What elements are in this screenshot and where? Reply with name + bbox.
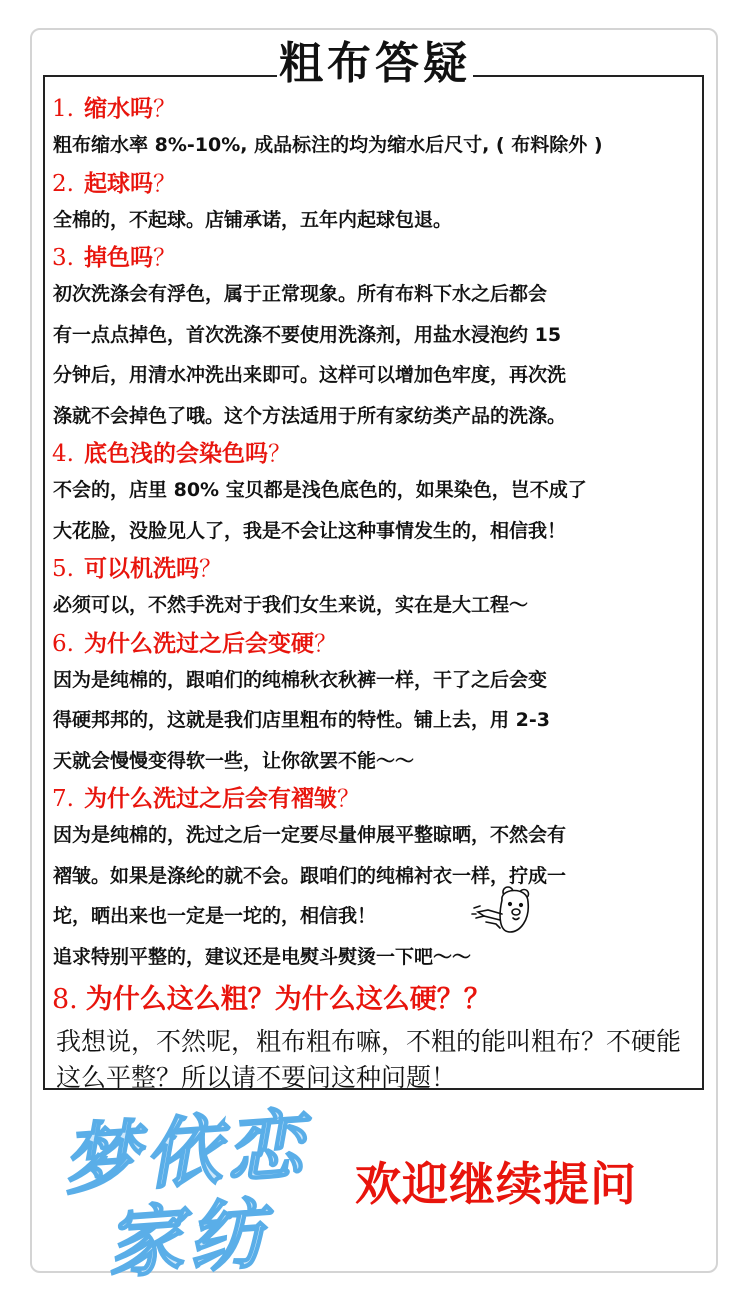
title-rule-right <box>473 75 704 77</box>
faq-question <box>52 552 702 586</box>
faq-answer-line: 全棉的，不起球。店铺承诺，五年内起球包退。 <box>53 208 453 231</box>
faq-question-mark: ？ <box>152 96 176 122</box>
faq-answer-line: 褶皱。如果是涤纶的就不会。跟咱们的纯棉衬衣一样，拧成一 <box>53 864 567 887</box>
faq-question-mark: ？ <box>336 786 360 812</box>
title-rule-left <box>43 75 277 77</box>
faq-question-mark: ？ <box>267 441 291 467</box>
faq-question <box>52 782 702 816</box>
welcome-banner: 欢迎继续提问 <box>355 1157 637 1211</box>
brand-line-1: 梦依恋 <box>59 1099 312 1206</box>
faq-question-mark: ？ <box>152 170 176 197</box>
faq-question-text: 可以机洗吗 <box>83 556 199 582</box>
faq-answer-line: 因为是纯棉的，跟咱们的纯棉秋衣秋裤一样，干了之后会变 <box>53 668 548 691</box>
faq-question-text: 为什么洗过之后会有褶皱 <box>83 786 337 812</box>
bear-pointing-icon <box>470 880 532 936</box>
faq-question-text: 起球吗 <box>83 170 153 197</box>
faq-question-mark: ？ <box>152 245 176 271</box>
faq-answer-line: 因为是纯棉的，洗过之后一定要尽量伸展平整晾晒，不然会有 <box>53 824 567 846</box>
faq-question-text: 底色浅的会染色吗 <box>83 441 268 467</box>
faq-answer-line: 得硬邦邦的，这就是我们店里粗布的特性。铺上去，用 2-3 <box>53 709 550 731</box>
faq-answer-line: 追求特别平整的，建议还是电熨斗熨烫一下吧～～ <box>53 945 472 968</box>
brand-line-2: 家纺 <box>103 1188 274 1289</box>
faq-answer-line: 分钟后，用清水冲洗出来即可。这样可以增加色牢度，再次洗 <box>53 364 567 386</box>
faq-list <box>52 92 702 1096</box>
faq-question-number: 1. <box>52 96 74 122</box>
faq-question <box>52 437 702 471</box>
faq-question <box>52 92 702 126</box>
faq-question-text: 缩水吗 <box>83 96 153 122</box>
faq-answer-line: 涤就不会掉色了哦。这个方法适用于所有家纺类产品的洗涤。 <box>53 404 567 427</box>
faq-question-number: 7. <box>52 786 74 812</box>
faq-question-text: 掉色吗 <box>83 245 153 271</box>
faq-question-8 <box>52 980 702 1020</box>
faq-question <box>52 167 702 201</box>
page-title: 粗布答疑 <box>279 38 471 89</box>
faq-question-number: 5. <box>52 556 74 582</box>
faq-question-number: 4. <box>52 441 74 467</box>
faq-question-number: 3. <box>52 245 74 271</box>
faq-question <box>52 627 702 661</box>
faq-answer-line: 坨，晒出来也一定是一坨的，相信我！ <box>53 905 377 927</box>
faq-answer-line: 粗布缩水率 8%-10%, 成品标注的均为缩水后尺寸, ( 布料除外 ) <box>53 134 603 156</box>
faq-question-text: 为什么这么粗？为什么这么硬？？ <box>85 984 491 1015</box>
faq-question-text: 为什么洗过之后会变硬 <box>83 630 314 657</box>
faq-answer-line: 必须可以，不然手洗对于我们女生来说，实在是大工程～ <box>53 594 529 616</box>
faq-answer-line: 不会的，店里 80% 宝贝都是浅色底色的，如果染色，岂不成了 <box>53 479 587 501</box>
faq-question-mark: ？ <box>313 630 337 657</box>
faq-question-number: 2. <box>52 170 74 197</box>
faq-answer-line: 初次洗涤会有浮色，属于正常现象。所有布料下水之后都会 <box>53 283 548 305</box>
faq-question-number: 6. <box>52 630 74 657</box>
faq-answer-line: 天就会慢慢变得软一些，让你欲罢不能～～ <box>53 749 415 772</box>
faq-answer-line: 大花脸，没脸见人了，我是不会让这种事情发生的，相信我！ <box>53 519 567 542</box>
faq-answer-line: 有一点点掉色，首次洗涤不要使用洗涤剂，用盐水浸泡约 15 <box>53 323 562 346</box>
faq-question-mark: ？ <box>198 556 222 582</box>
faq-question <box>52 241 702 275</box>
brand-logo <box>59 1092 342 1289</box>
faq-question-number: 8. <box>52 984 78 1015</box>
faq-answer-8: 我想说，不然呢，粗布粗布嘛，不粗的能叫粗布？不硬能这么平整？所以请不要问这种问题！ <box>56 1027 682 1092</box>
